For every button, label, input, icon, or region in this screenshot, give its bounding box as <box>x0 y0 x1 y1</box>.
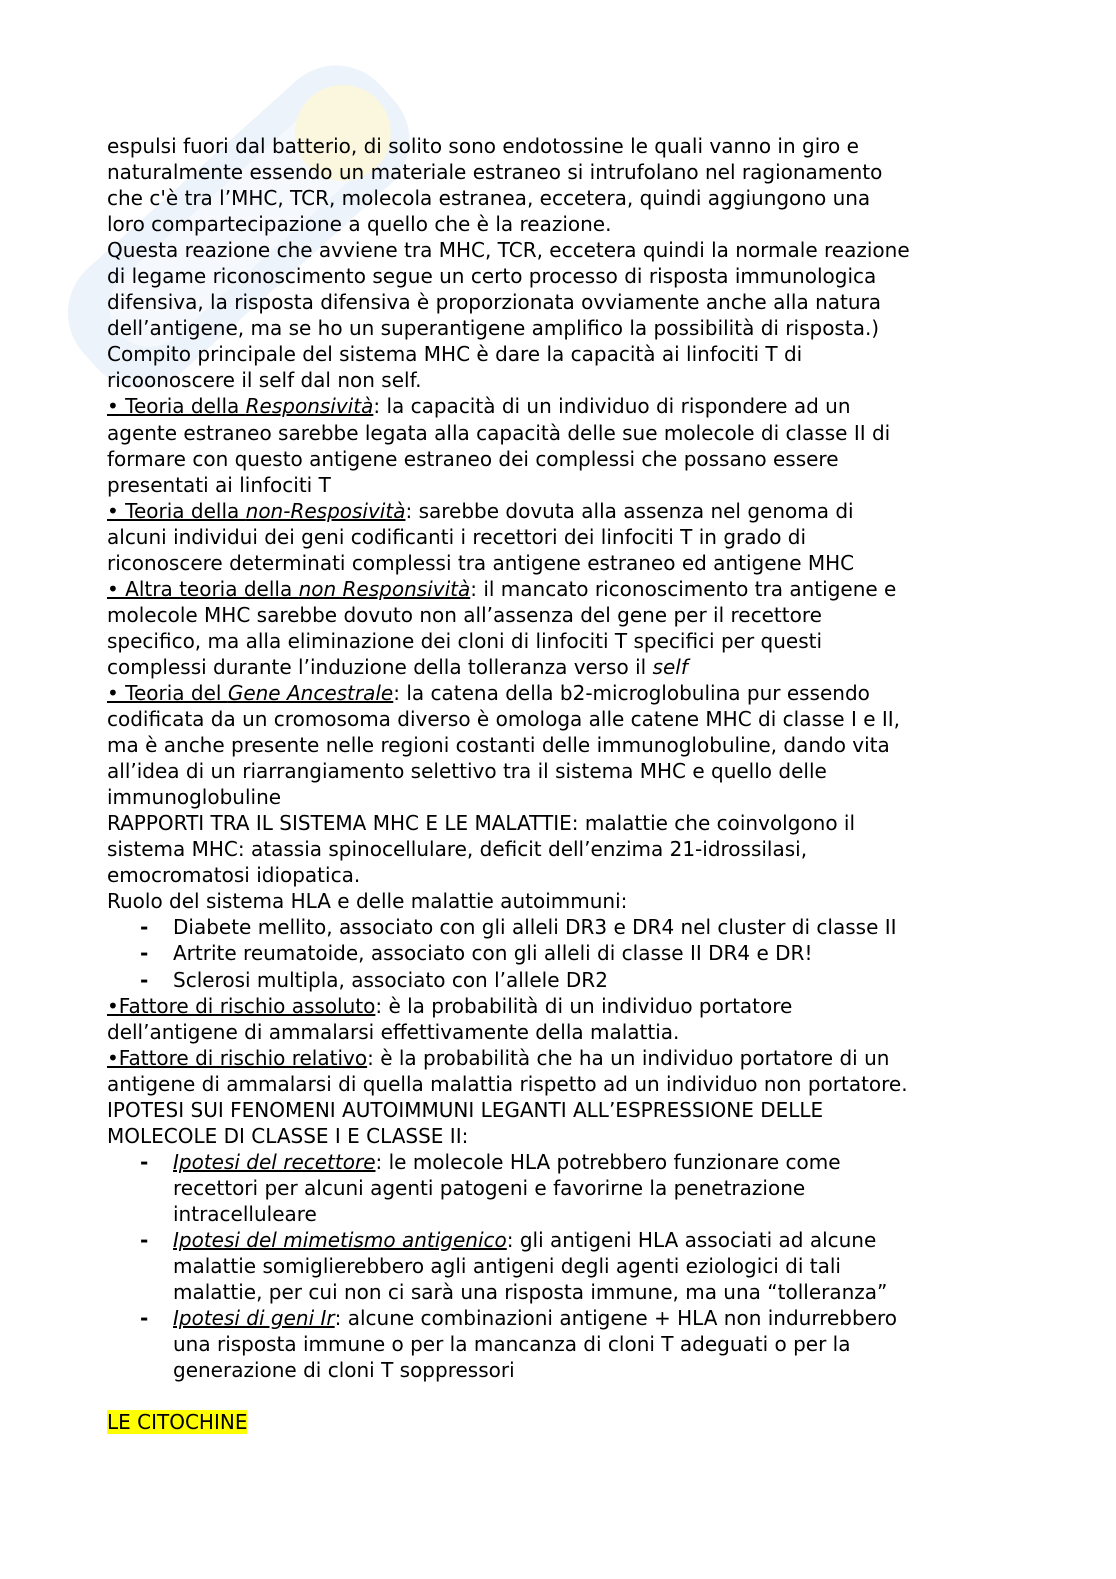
mhc-task-paragraph <box>107 341 1097 393</box>
risk-factor-description: : è la probabilità che ha un individuo portatore di un <box>367 1045 890 1070</box>
theory-heading-line <box>107 680 1097 706</box>
hypotheses-section <box>107 1097 1097 1384</box>
hypothesis-term: Ipotesi del mimetismo antigenico <box>173 1227 507 1252</box>
text-line: codificata da un cromosoma diverso è omologa alle catene MHC di classe I e II, <box>107 707 901 732</box>
hypothesis-term: Ipotesi del recettore <box>173 1149 376 1174</box>
text-line: Compito principale del sistema MHC è dare la capacità ai linfociti T di <box>107 342 803 367</box>
text-line: all’idea di un riarrangiamento selettivo tra il sistema MHC e quello delle <box>107 759 827 784</box>
hypothesis-term: Ipotesi di geni Ir <box>173 1306 335 1331</box>
hypothesis-continuation: malattie somiglierebbero agli antigeni degli agenti eziologici di tali <box>173 1254 841 1279</box>
hypothesis-continuation: recettori per alcuni agenti patogeni e favorirne la penetrazione <box>173 1175 806 1200</box>
theory-non-resposivita <box>107 498 1097 576</box>
theory-name: Responsività <box>245 394 374 419</box>
text-line: specifico, ma alla eliminazione dei cloni di linfociti T specifici per questi <box>107 628 823 653</box>
text-line: Questa reazione che avviene tra MHC, TCR, eccetera quindi la normale reazione <box>107 238 910 263</box>
theory-description: : il mancato riconoscimento tra antigene e <box>470 576 897 601</box>
text-line: naturalmente essendo un materiale estraneo si intrufolano nel ragionamento <box>107 160 883 185</box>
hypothesis-item <box>107 1305 1097 1331</box>
section-title-line <box>107 1409 1097 1435</box>
autoimmune-section <box>107 888 1097 992</box>
text-line: ma è anche presente nelle regioni costanti delle immunoglobuline, dando vita <box>107 733 890 758</box>
list-item-text: Sclerosi multipla, associato con l’allele DR2 <box>173 967 608 992</box>
text-line: che c'è tra l’MHC, TCR, molecola estranea, eccetera, quindi aggiungono una <box>107 186 871 211</box>
text-line: agente estraneo sarebbe legata alla capacità delle sue molecole di classe II di <box>107 420 891 445</box>
theory-responsivita <box>107 393 1097 497</box>
theory-prefix: • Teoria della <box>107 394 246 419</box>
theory-name: non-Resposività <box>245 498 406 523</box>
text-line: immunoglobuline <box>107 785 282 810</box>
text-line: ricoonoscere il self dal non self. <box>107 368 422 393</box>
text-line: emocromatosi idiopatica. <box>107 863 361 888</box>
text-line: di legame riconoscimento segue un certo processo di risposta immunologica <box>107 264 877 289</box>
risk-factor-line <box>107 993 1097 1019</box>
theory-prefix: • Teoria del <box>107 680 228 705</box>
theory-description: : la capacità di un individuo di rispondere ad un <box>373 394 851 419</box>
theory-label <box>107 499 405 523</box>
hypotheses-heading: MOLECOLE DI CLASSE I E CLASSE II: <box>107 1123 469 1148</box>
emphasis-word: self <box>652 654 688 679</box>
risk-factor-line <box>107 1045 1097 1071</box>
hypothesis-description: : le molecole HLA potrebbero funzionare come <box>375 1149 841 1174</box>
theory-prefix: • Teoria della <box>107 498 246 523</box>
theory-heading-line <box>107 393 1097 419</box>
text-line: RAPPORTI TRA IL SISTEMA MHC E LE MALATTIE: malattie che coinvolgono il <box>107 811 856 836</box>
hypotheses-heading: IPOTESI SUI FENOMENI AUTOIMMUNI LEGANTI ALL’ESPRESSIONE DELLE <box>107 1097 824 1122</box>
hypothesis-item <box>107 1149 1097 1175</box>
text-line: molecole MHC sarebbe dovuto non all’assenza del gene per il recettore <box>107 602 822 627</box>
risk-factor-description: : è la probabilità di un individuo portatore <box>375 993 793 1018</box>
hypothesis-item <box>107 1227 1097 1253</box>
text-line: dell’antigene, ma se ho un superantigene amplifico la possibilità di risposta.) <box>107 316 880 341</box>
text-line: espulsi fuori dal batterio, di solito sono endotossine le quali vanno in giro e <box>107 134 859 158</box>
theory-prefix: • Altra teoria della <box>107 576 299 601</box>
list-item-text: Diabete mellito, associato con gli alleli DR3 e DR4 nel cluster di classe II <box>173 915 897 940</box>
theory-label <box>107 577 470 601</box>
text-segment: complessi durante l’induzione della tolleranza verso il <box>107 654 653 679</box>
theory-name: Gene Ancestrale <box>227 680 394 705</box>
list-dash-marker: - <box>140 1306 149 1331</box>
list-dash-marker: - <box>140 1149 149 1174</box>
text-line: antigene di ammalarsi di quella malattia rispetto ad un individuo non portatore. <box>107 1071 908 1096</box>
list-dash-marker: - <box>140 967 149 992</box>
blank-line <box>107 1383 1097 1409</box>
intro-paragraph <box>107 133 1097 237</box>
text-line <box>107 654 1097 680</box>
list-item <box>107 914 1097 940</box>
theory-label <box>107 394 373 418</box>
theory-description: : la catena della b2-microglobulina pur essendo <box>393 680 870 705</box>
hypothesis-continuation: malattie, per cui non ci sarà una risposta immune, ma una “tolleranza” <box>173 1280 888 1305</box>
theory-altra-non-responsivita <box>107 576 1097 680</box>
risk-factor-relative <box>107 1045 1097 1097</box>
text-line: sistema MHC: atassia spinocellulare, deficit dell’enzima 21-idrossilasi, <box>107 837 808 862</box>
reaction-paragraph <box>107 237 1097 341</box>
risk-factor-term: •Fattore di rischio assoluto <box>107 993 376 1018</box>
hypothesis-description: : gli antigeni HLA associati ad alcune <box>506 1227 877 1252</box>
hypothesis-continuation: generazione di cloni T soppressori <box>173 1358 515 1383</box>
theory-heading-line <box>107 576 1097 602</box>
list-dash-marker: - <box>140 915 149 940</box>
theory-name: non Responsività <box>298 576 471 601</box>
list-dash-marker: - <box>140 1227 149 1252</box>
theory-description: : sarebbe dovuta alla assenza nel genoma di <box>405 498 854 523</box>
hypothesis-continuation: una risposta immune o per la mancanza di cloni T adeguati o per la <box>173 1332 851 1357</box>
text-line: formare con questo antigene estraneo dei complessi che possano essere <box>107 446 839 471</box>
theory-heading-line <box>107 498 1097 524</box>
list-item <box>107 940 1097 966</box>
diseases-paragraph <box>107 810 1097 888</box>
text-line: alcuni individui dei geni codificanti i recettori dei linfociti T in grado di <box>107 524 807 549</box>
list-item-text: Artrite reumatoide, associato con gli alleli di classe II DR4 e DR! <box>173 941 813 966</box>
list-dash-marker: - <box>140 941 149 966</box>
theory-gene-ancestrale <box>107 680 1097 810</box>
risk-factor-term: •Fattore di rischio relativo <box>107 1045 368 1070</box>
text-line: difensiva, la risposta difensiva è proporzionata ovviamente anche alla natura <box>107 290 882 315</box>
hypothesis-continuation: intracelluleare <box>173 1201 317 1226</box>
list-item <box>107 967 1097 993</box>
document-body <box>107 133 1097 1435</box>
autoimmune-heading: Ruolo del sistema HLA e delle malattie autoimmuni: <box>107 889 628 914</box>
text-line: riconoscere determinati complessi tra antigene estraneo ed antigene MHC <box>107 550 855 575</box>
section-title: LE CITOCHINE <box>107 1410 248 1435</box>
hypothesis-description: : alcune combinazioni antigene + HLA non indurrebbero <box>334 1306 898 1331</box>
text-line: dell’antigene di ammalarsi effettivamente della malattia. <box>107 1019 680 1044</box>
text-line: loro compartecipazione a quello che è la reazione. <box>107 212 612 237</box>
risk-factor-absolute <box>107 993 1097 1045</box>
text-line: presentati ai linfociti T <box>107 472 331 497</box>
theory-label <box>107 681 393 705</box>
